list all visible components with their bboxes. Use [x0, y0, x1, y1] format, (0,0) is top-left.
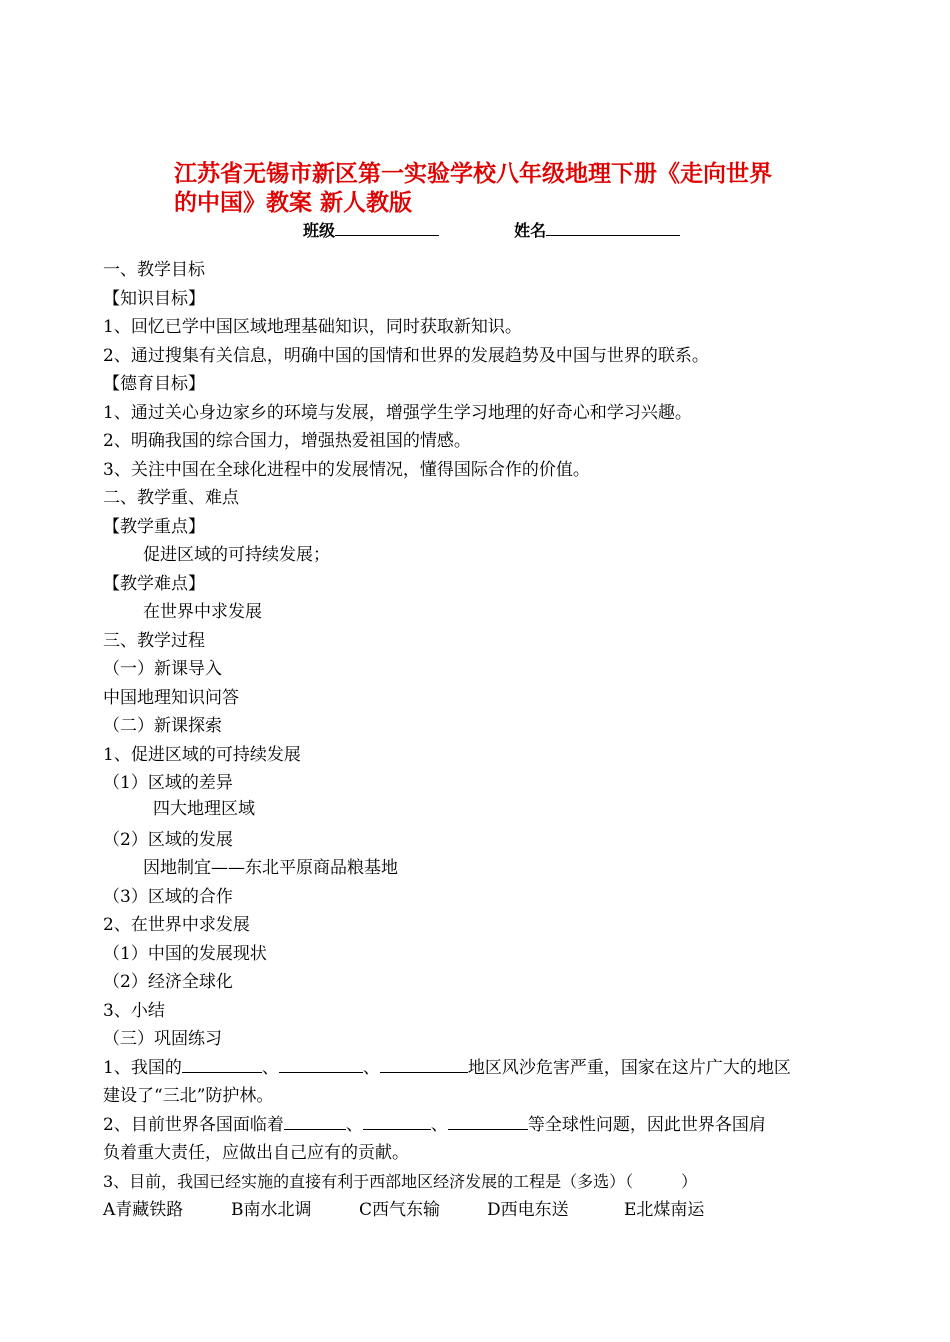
option-b[interactable]: B南水北调	[231, 1200, 312, 1220]
exercise-3-options	[103, 1196, 863, 1225]
exercise-3: 3、目前，我国已经实施的直接有利于西部地区经济发展的工程是（多选）（ ）	[103, 1171, 698, 1191]
section-heading: 一、教学目标	[103, 260, 205, 280]
answer-blank[interactable]	[448, 1111, 528, 1130]
process-step: （一）新课导入	[103, 659, 222, 679]
process-item: 3、小结	[103, 1000, 165, 1021]
option-e[interactable]: E北煤南运	[624, 1200, 705, 1220]
difficult-point-text: 在世界中求发展	[143, 602, 262, 622]
exercise-1	[103, 1054, 863, 1083]
answer-blank[interactable]	[182, 1054, 262, 1073]
exercise-text: 等全球性问题，因此世界各国肩	[527, 1114, 766, 1135]
subsection-heading: 【德育目标】	[103, 374, 205, 394]
separator: 、	[345, 1114, 363, 1135]
process-text: 中国地理知识问答	[103, 687, 239, 708]
exercise-1-cont: 建设了“三北”防护林。	[103, 1086, 274, 1106]
class-name-fields	[303, 219, 680, 241]
section-heading: 三、教学过程	[103, 630, 205, 651]
exercise-2	[103, 1111, 863, 1140]
goal-item: 1、回忆已学中国区域地理基础知识，同时获取新知识。	[103, 317, 522, 337]
process-subitem: （2）经济全球化	[103, 972, 233, 992]
process-subitem: （2）区域的发展	[103, 829, 233, 850]
process-item: 2、在世界中求发展	[103, 915, 250, 935]
process-subitem-text: 因地制宜——东北平原商品粮基地	[143, 858, 398, 878]
separator: 、	[430, 1114, 448, 1135]
name-blank[interactable]	[546, 219, 680, 236]
answer-blank[interactable]	[279, 1054, 363, 1073]
exercise-text: 地区风沙危害严重，国家在这片广大的地区	[467, 1057, 791, 1078]
key-point-text: 促进区域的可持续发展；	[143, 545, 330, 565]
process-subitem: （1）中国的发展现状	[103, 943, 267, 964]
process-item: 1、促进区域的可持续发展	[103, 744, 301, 765]
goal-item: 2、通过搜集有关信息，明确中国的国情和世界的发展趋势及中国与世界的联系。	[103, 345, 709, 366]
goal-item: 2、明确我国的综合国力，增强热爱祖国的情感。	[103, 431, 471, 451]
exercise-2-cont: 负着重大责任，应做出自己应有的贡献。	[103, 1143, 409, 1163]
document-title-line1: 江苏省无锡市新区第一实验学校八年级地理下册《走向世界	[174, 161, 772, 187]
option-d[interactable]: D西电东送	[487, 1200, 569, 1220]
subsection-heading: 【教学重点】	[103, 516, 205, 537]
process-subitem: （1）区域的差异	[103, 773, 233, 793]
section-heading: 二、教学重、难点	[103, 488, 239, 508]
option-a[interactable]: A青藏铁路	[103, 1200, 184, 1220]
document-title-line2: 的中国》教案 新人教版	[174, 190, 413, 216]
goal-item: 3、关注中国在全球化进程中的发展情况，懂得国际合作的价值。	[103, 459, 590, 480]
answer-blank[interactable]	[380, 1054, 468, 1073]
goal-item: 1、通过关心身边家乡的环境与发展，增强学生学习地理的好奇心和学习兴趣。	[103, 402, 692, 423]
process-subitem-text: 四大地理区域	[153, 798, 255, 819]
lesson-body	[103, 256, 863, 1225]
separator: 、	[362, 1057, 380, 1078]
separator: 、	[261, 1057, 279, 1078]
process-step: （三）巩固练习	[103, 1029, 222, 1049]
class-label: 班级	[303, 221, 336, 240]
option-c[interactable]: C西气东输	[359, 1200, 441, 1220]
exercise-text: 1、我国的	[103, 1057, 182, 1078]
subsection-heading: 【知识目标】	[103, 288, 205, 309]
exercise-text: 2、目前世界各国面临着	[103, 1114, 284, 1135]
process-step: （二）新课探索	[103, 716, 222, 736]
name-label: 姓名	[514, 221, 547, 240]
answer-blank[interactable]	[284, 1111, 346, 1130]
answer-blank[interactable]	[363, 1111, 431, 1130]
process-subitem: （3）区域的合作	[103, 886, 233, 907]
class-blank[interactable]	[335, 219, 439, 236]
subsection-heading: 【教学难点】	[103, 573, 205, 594]
